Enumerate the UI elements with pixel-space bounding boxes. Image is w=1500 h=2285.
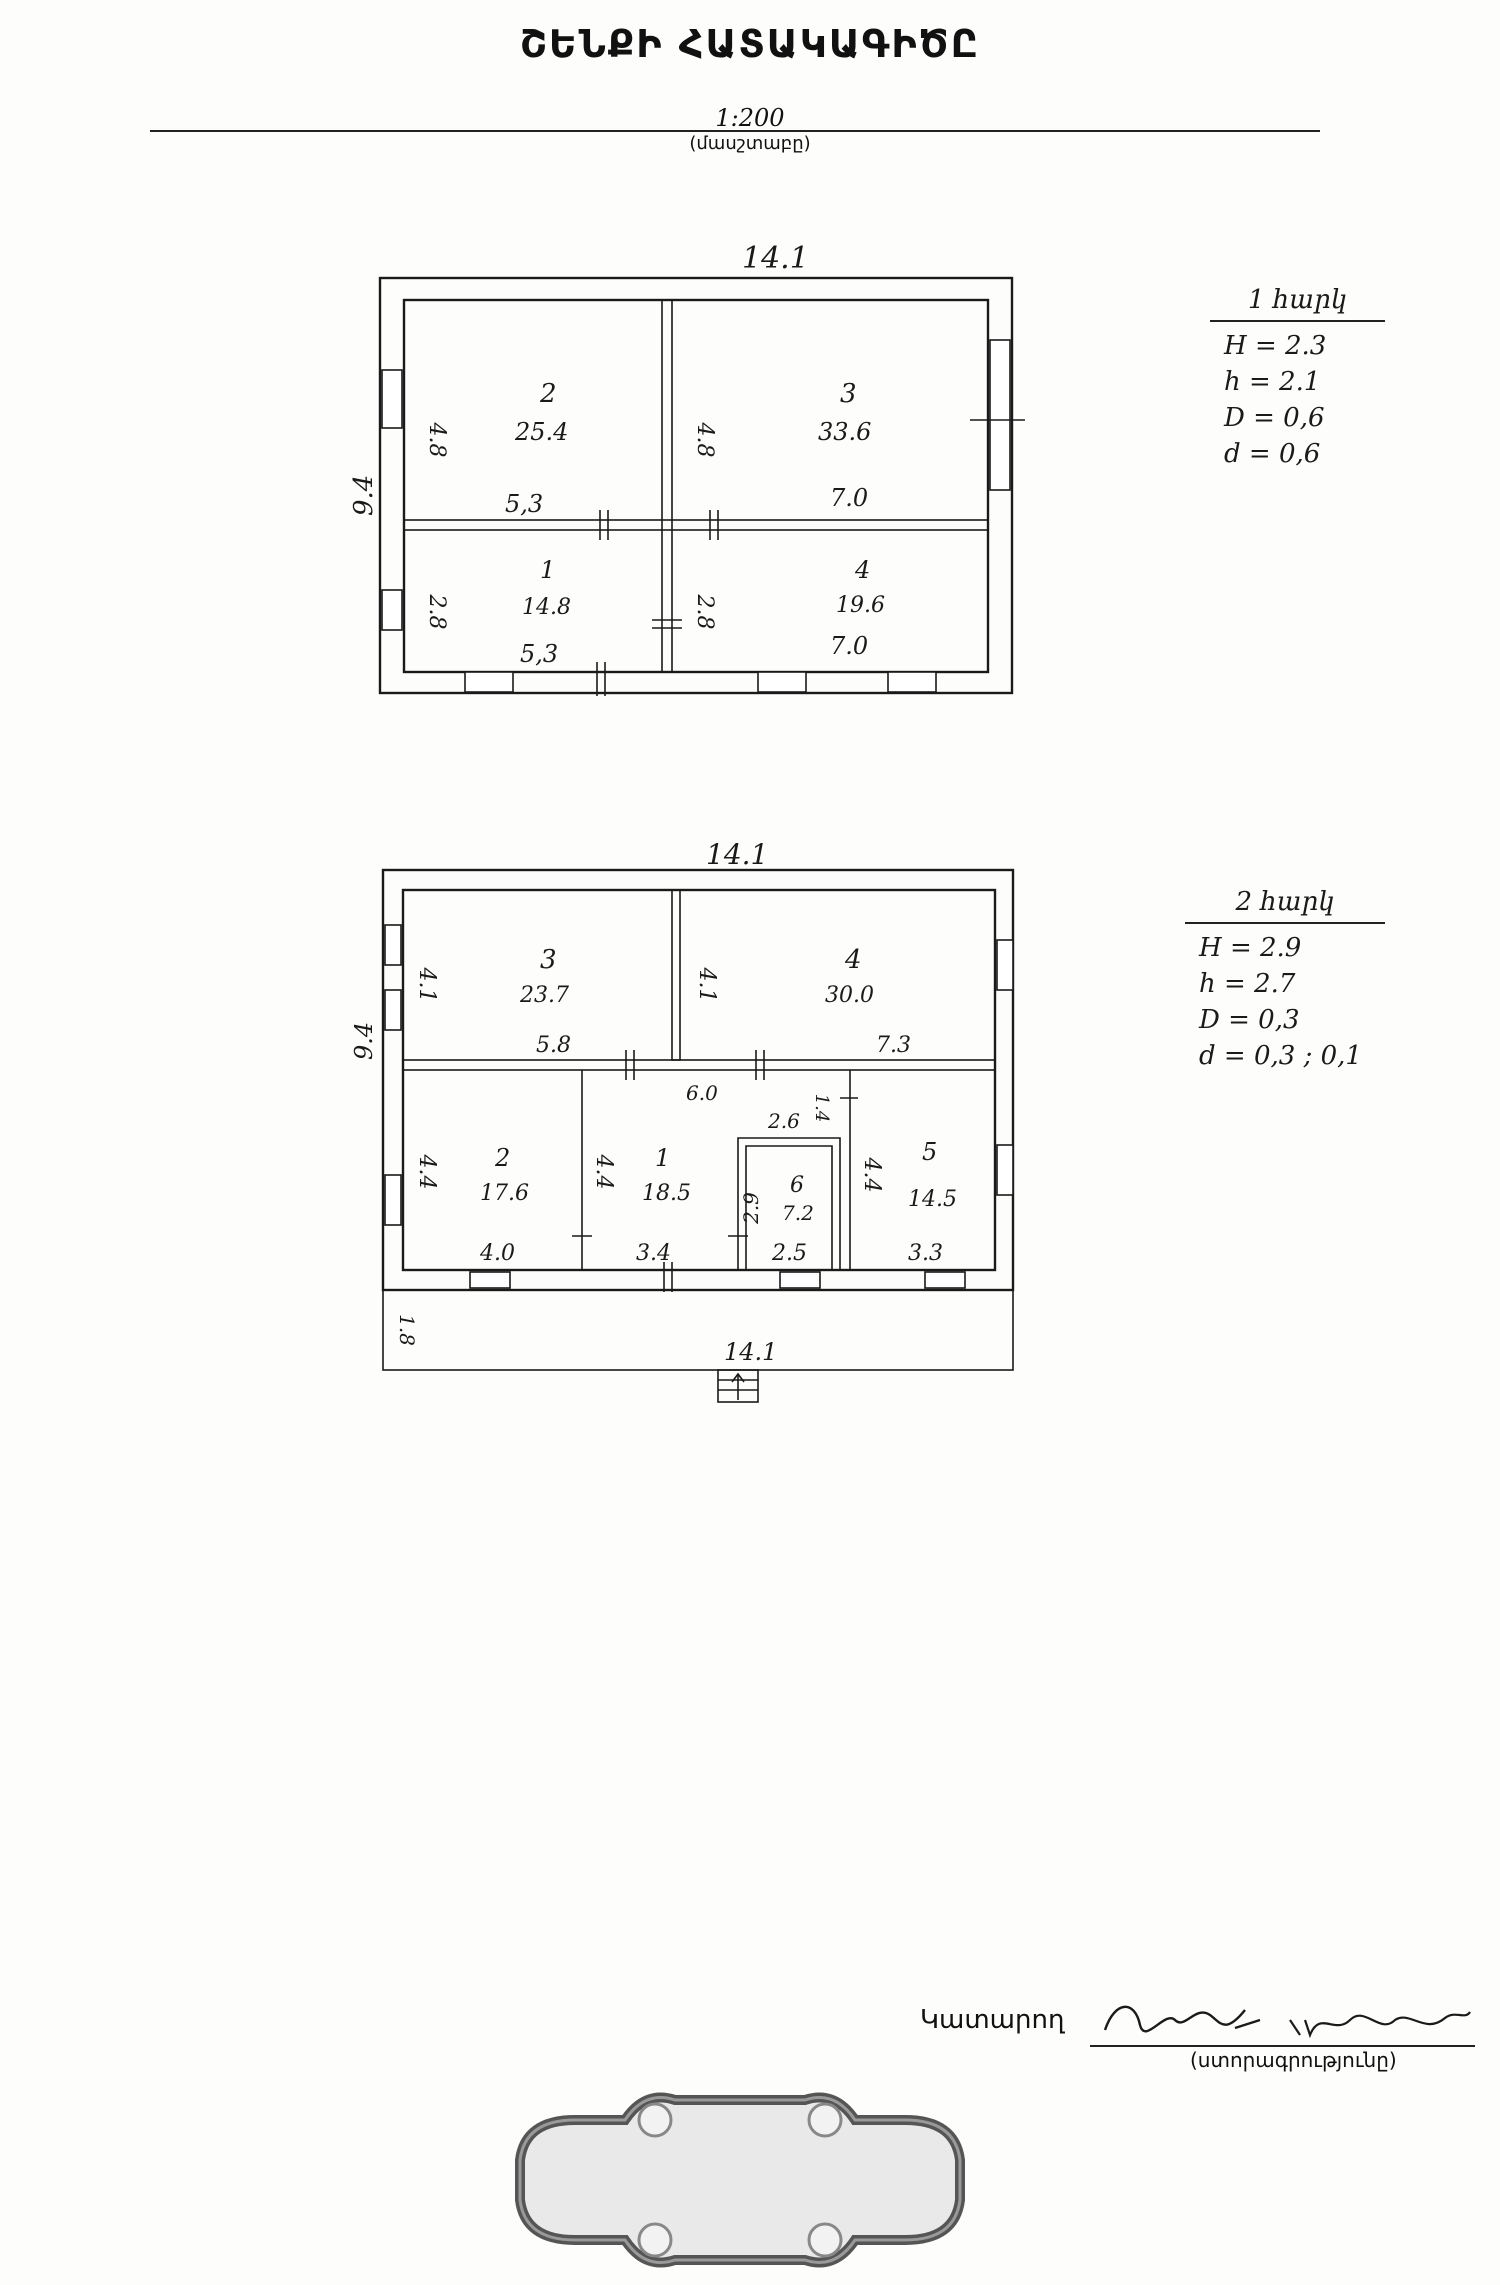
floor1-notes-heading: 1 հարկ [1210,282,1385,322]
scale-value: 1:200 [715,104,785,132]
room-area: 23.7 [520,983,569,1008]
page-title: ՇԵՆՔԻ ՀԱՏԱԿԱԳԻԾԸ [520,22,980,66]
room-number: 5 [922,1138,938,1166]
note-line: d = 0,6 [1224,439,1321,469]
note-line: D = 0,6 [1224,403,1325,433]
floor2-width-room6: 2.5 [772,1241,807,1266]
room-number: 4 [855,556,871,584]
room-depth: 4.1 [414,967,439,1003]
floor2-outer-wall [383,870,1013,1290]
room-area: 30.0 [825,983,874,1008]
signature [1095,1990,1475,2050]
floor2-width-label: 14.1 [706,838,769,871]
room-depth: 4.4 [591,1154,616,1190]
room-number: 1 [540,556,556,584]
room-number: 3 [840,379,857,409]
room-number: 6 [790,1173,804,1198]
room-number: 2 [540,379,557,409]
room-depth: 4.1 [694,967,719,1003]
note-line: d = 0,3 ; 0,1 [1199,1041,1362,1071]
note-line: H = 2.3 [1224,331,1327,361]
room-area: 17.6 [480,1181,529,1206]
floor1-width-left-lower: 5,3 [520,640,559,668]
room-number: 4 [845,945,862,975]
signature-caption: (ստորագրությունը) [1190,2048,1397,2072]
floor1-width-label: 14.1 [742,241,809,276]
floor2-width-room4: 7.3 [876,1033,911,1058]
room-area: 33.6 [818,418,872,446]
floor2-depth-label: 9.4 [350,1021,378,1060]
floor2-width-room1: 3.4 [636,1241,671,1266]
floor1-notes [1210,282,1385,472]
floor2-inner-wall [403,890,995,1270]
floor1-outer-wall [380,278,1012,693]
room-area: 18.5 [642,1181,691,1206]
signature-line [1090,2045,1475,2047]
floor2-plan [350,838,1013,1402]
performer-label: Կատարող [920,2005,1065,2035]
porch-depth-label: 1.8 [395,1314,419,1346]
room-number: 1 [655,1144,671,1172]
floor1-width-left-upper: 5,3 [505,490,544,518]
floor2-width-room2: 4.0 [480,1241,515,1266]
floor2-width-small: 2.6 [768,1109,800,1133]
floor2-partition-vertical [672,890,680,1060]
room-area: 14.5 [908,1187,957,1212]
room-area: 25.4 [515,418,569,446]
floor2-width-room5: 3.3 [908,1241,943,1266]
floor2-width-room3: 5.8 [536,1033,571,1058]
floor2-depth-small: 1.4 [811,1093,832,1123]
room-depth: 4.8 [424,422,449,458]
room-area: 19.6 [836,593,885,618]
floor1-width-right-upper: 7.0 [830,484,869,512]
room-depth: 2.9 [739,1192,763,1224]
room-area: 7.2 [782,1201,814,1225]
floor2-partition-horizontal [403,1060,995,1070]
room-depth: 2.8 [424,594,449,630]
room-depth: 2.8 [692,594,717,630]
floor1-window [382,340,1025,692]
note-line: h = 2.1 [1224,367,1321,397]
room-depth: 4.4 [414,1154,439,1190]
floor1-depth-label: 9.4 [349,474,379,516]
floor1-plan [349,241,1025,696]
porch-width-label: 14.1 [724,1338,778,1366]
floor2-porch [383,1290,1013,1370]
floor1-partition-horizontal [404,520,988,530]
room-depth: 4.4 [859,1157,884,1193]
stairs-icon [718,1370,758,1402]
decorative-stamp [505,2080,975,2280]
floor1-width-right-lower: 7.0 [830,632,869,660]
floor2-notes-heading: 2 հարկ [1185,884,1385,924]
note-line: H = 2.9 [1199,933,1302,963]
room-area: 14.8 [522,595,571,620]
note-line: h = 2.7 [1199,969,1296,999]
scale-caption: (մասշտաբը) [689,133,811,154]
floor2-notes [1185,884,1385,1074]
room-number: 3 [540,945,557,975]
note-line: D = 0,3 [1199,1005,1300,1035]
floor2-width-corridor: 6.0 [686,1081,718,1105]
room-depth: 4.8 [692,422,717,458]
floor1-partition-vertical [662,300,672,672]
room-number: 2 [495,1144,511,1172]
